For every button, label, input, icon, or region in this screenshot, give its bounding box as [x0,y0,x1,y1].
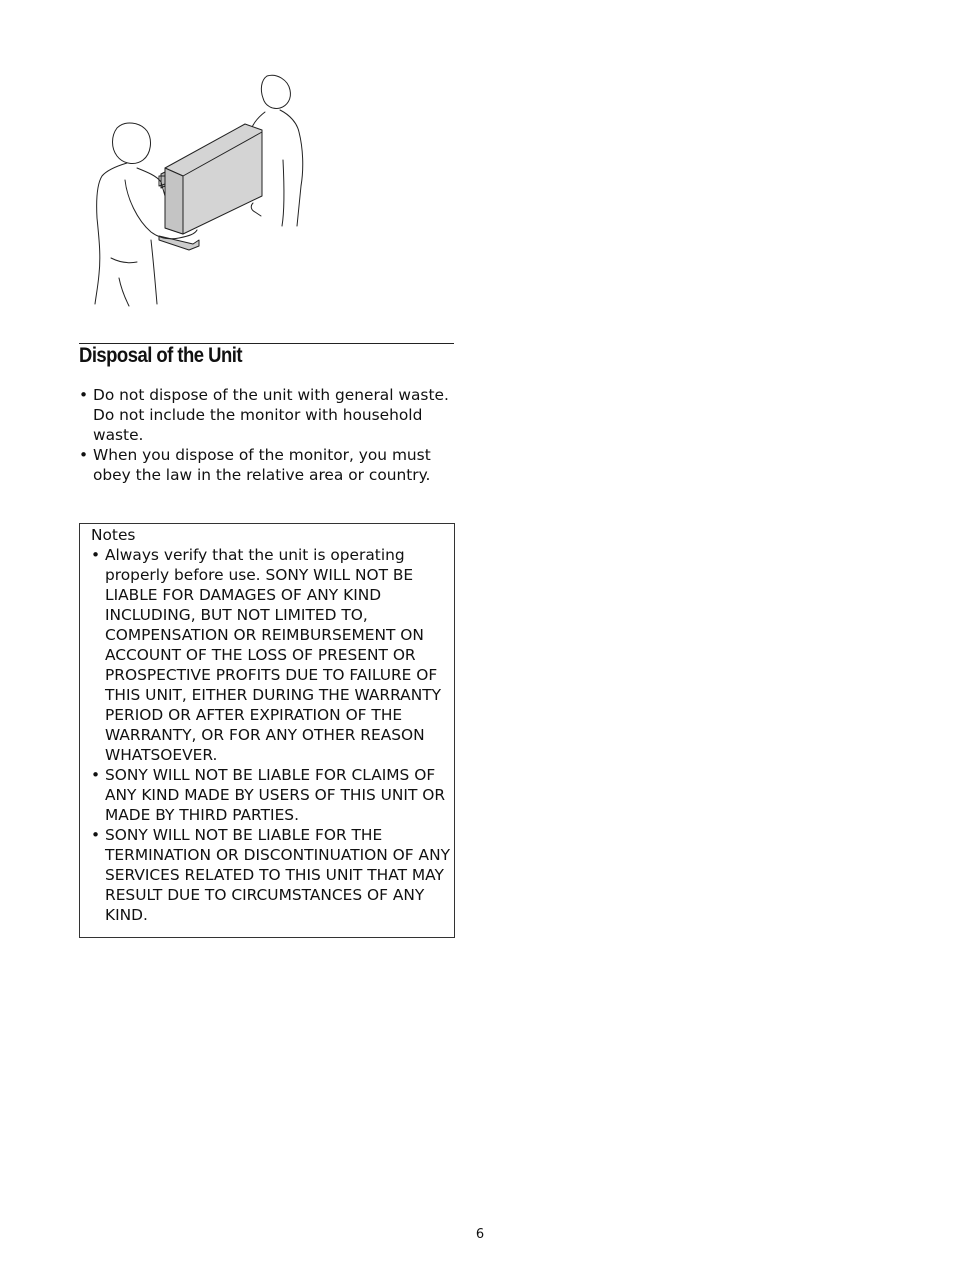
disposal-bullet-list [79,385,459,485]
page-number: 6 [475,1227,485,1242]
list-item: • Do not dispose of the unit with general waste. Do not include the monitor with household waste. [79,385,459,445]
list-item: • Always verify that the unit is operating properly before use. SONY WILL NOT BE LIABLE FOR DAMAGES OF ANY KIND INCLUDING, BUT NOT LIMITED TO, COMPENSATION OR REIMBURSEMENT ON ACCOUNT OF THE LOSS OF PRESENT OR PROSPECTIVE PROFITS DUE TO FAILURE OF THIS UNIT, EITHER DURING THE WARRANTY PERIOD OR AFTER EXPIRATION OF THE WARRANTY, OR FOR ANY OTHER REASON WHATSOEVER. [91,545,451,765]
section-title: Disposal of the Unit [79,344,242,367]
two-people-carrying-monitor-illustration [85,68,315,308]
notes-list [91,545,451,925]
list-item: • SONY WILL NOT BE LIABLE FOR THE TERMINATION OR DISCONTINUATION OF ANY SERVICES RELATED TO THIS UNIT THAT MAY RESULT DUE TO CIRCUMSTANCES OF ANY KIND. [91,825,451,925]
list-item: • When you dispose of the monitor, you must obey the law in the relative area or country. [79,445,459,485]
list-item: • SONY WILL NOT BE LIABLE FOR CLAIMS OF ANY KIND MADE BY USERS OF THIS UNIT OR MADE BY THIRD PARTIES. [91,765,451,825]
notes-title: Notes [91,526,136,544]
notes-box [79,523,455,938]
